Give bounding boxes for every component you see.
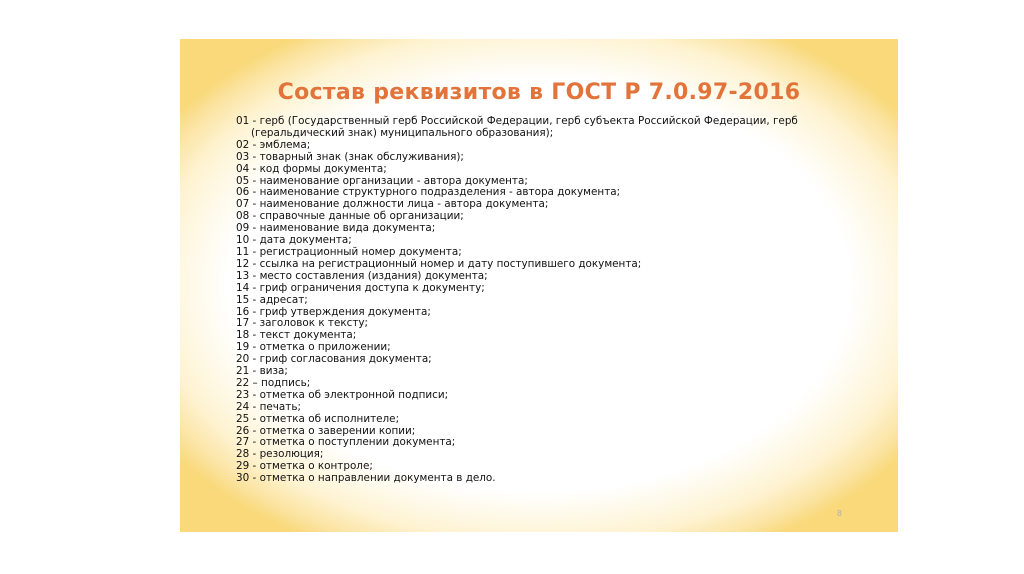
list-item-text: 16 - гриф утверждения документа; xyxy=(236,305,431,318)
list-item-text: 17 - заголовок к тексту; xyxy=(236,317,369,330)
list-item-text: 10 - дата документа; xyxy=(236,234,352,247)
list-item xyxy=(236,354,836,366)
list-item-text: 08 - справочные данные об организации; xyxy=(236,210,464,223)
list-item-text: 06 - наименование структурного подразделения - автора документа; xyxy=(236,186,621,199)
list-item xyxy=(236,390,836,402)
requisites-list xyxy=(236,116,836,485)
list-item-text-continued: (геральдический знак) муниципального образования); xyxy=(251,126,554,139)
list-item xyxy=(236,116,836,140)
list-item-text: 09 - наименование вида документа; xyxy=(236,222,436,235)
list-item-text: 01 - герб (Государственный герб Российской Федерации, герб субъекта Российской Федерации, герб xyxy=(236,115,798,127)
list-item-text: 20 - гриф согласования документа; xyxy=(236,353,432,366)
list-item-text: 02 - эмблема; xyxy=(236,138,311,151)
slide-title: Состав реквизитов в ГОСТ Р 7.0.97-2016 xyxy=(277,80,801,105)
list-item-text: 05 - наименование организации - автора документа; xyxy=(236,174,528,187)
list-item-text: 24 - печать; xyxy=(236,400,301,413)
slide xyxy=(180,39,898,532)
list-item-text: 30 - отметка о направлении документа в дело. xyxy=(236,472,496,485)
list-item-text: 29 - отметка о контроле; xyxy=(236,460,373,473)
list-item-text: 14 - гриф ограничения доступа к документу; xyxy=(236,281,485,294)
list-item-text: 28 - резолюция; xyxy=(236,448,324,461)
list-item-text: 18 - текст документа; xyxy=(236,329,357,342)
list-item xyxy=(236,473,836,485)
list-item xyxy=(236,366,836,378)
list-item-text: 11 - регистрационный номер документа; xyxy=(236,245,462,258)
list-item xyxy=(236,283,836,295)
list-item-text: 26 - отметка о заверении копии; xyxy=(236,424,416,437)
list-item-text: 25 - отметка об исполнителе; xyxy=(236,412,400,425)
list-item-text: 27 - отметка о поступлении документа; xyxy=(236,436,456,449)
list-item-text: 23 - отметка об электронной подписи; xyxy=(236,388,449,401)
list-item xyxy=(236,437,836,449)
list-item-text: 04 - код формы документа; xyxy=(236,162,387,175)
list-item-text: 22 – подпись; xyxy=(236,376,311,389)
list-item-text: 12 - ссылка на регистрационный номер и дату поступившего документа; xyxy=(236,257,642,270)
list-item-text: 07 - наименование должности лица - автора документа; xyxy=(236,198,549,211)
list-item-text: 03 - товарный знак (знак обслуживания); xyxy=(236,150,464,163)
page-number: 8 xyxy=(836,509,842,518)
list-item-text: 15 - адресат; xyxy=(236,293,308,306)
list-item-text: 19 - отметка о приложении; xyxy=(236,341,391,354)
list-item-text: 21 - виза; xyxy=(236,365,288,378)
list-item-text: 13 - место составления (издания) документа; xyxy=(236,269,488,282)
